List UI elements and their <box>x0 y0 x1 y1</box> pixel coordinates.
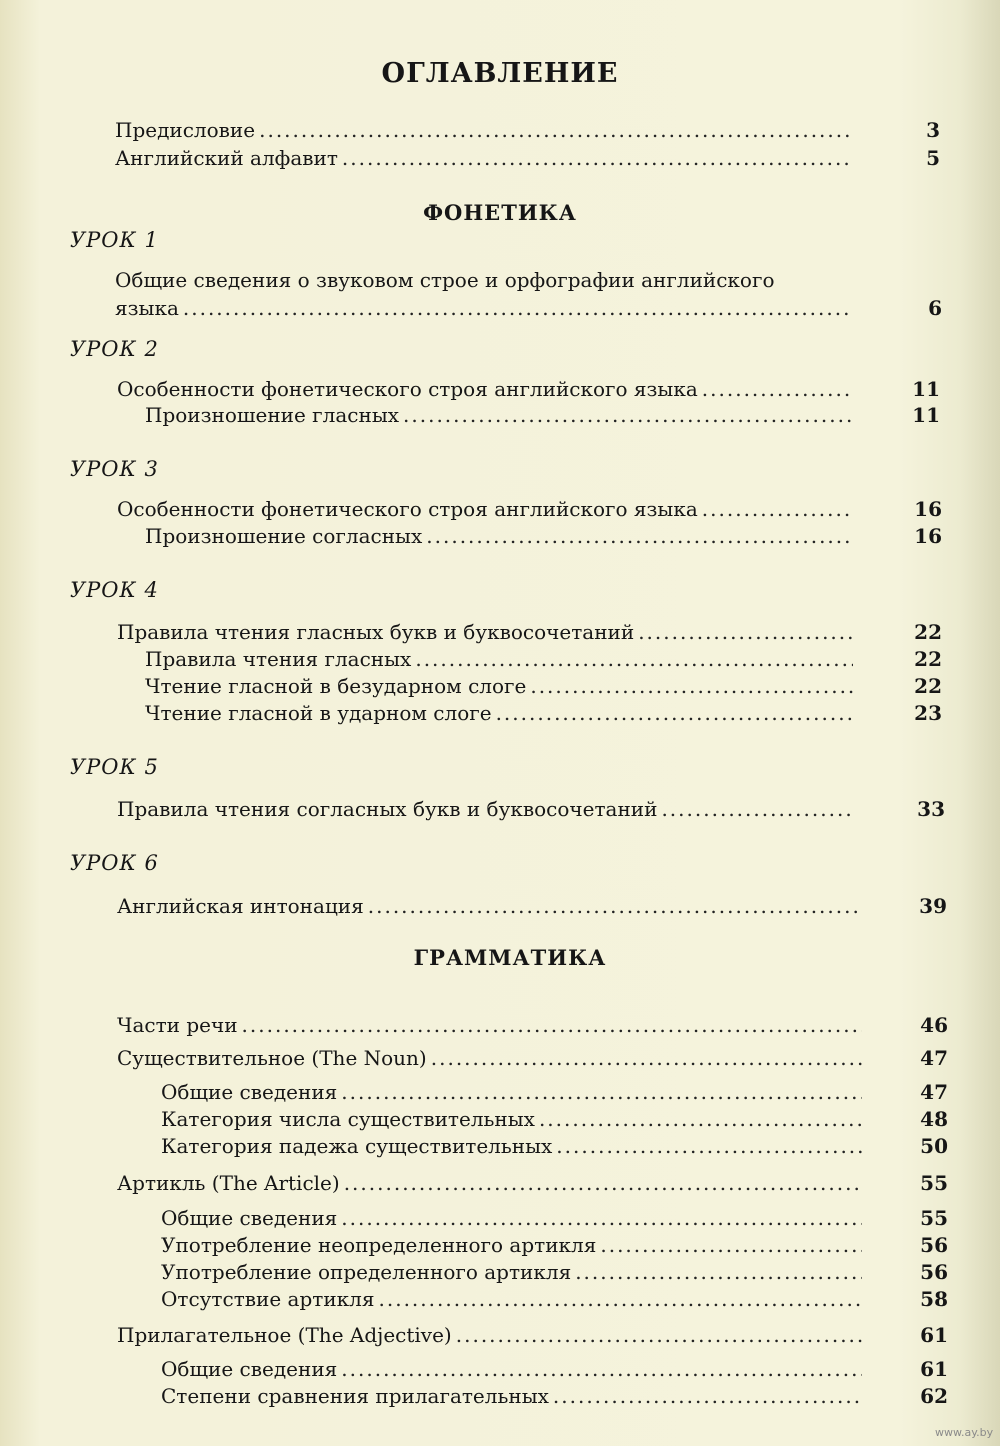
toc-entry-label: Употребление определенного артикля <box>161 1260 572 1284</box>
toc-entry <box>117 1013 862 1037</box>
toc-entry-label: Прилагательное (The Adjective) <box>117 1323 452 1347</box>
leader-dots <box>661 797 855 821</box>
toc-entry-label: Особенности фонетического строя английского языка <box>117 497 698 521</box>
leader-dots <box>368 894 859 918</box>
leader-dots <box>342 146 850 170</box>
toc-entry <box>161 1357 862 1381</box>
page-number: 11 <box>912 403 940 427</box>
leader-dots <box>341 1206 862 1230</box>
lesson-heading: УРОК 1 <box>70 228 159 252</box>
toc-entry-label: Общие сведения <box>161 1080 338 1104</box>
toc-entry-label: Правила чтения гласных букв и буквосочетаний <box>117 620 635 644</box>
page-number: 5 <box>926 146 940 170</box>
page-number: 58 <box>920 1287 948 1311</box>
toc-entry-label: Категория числа существительных <box>161 1107 535 1131</box>
page-number: 16 <box>914 497 942 521</box>
leader-dots <box>341 1080 862 1104</box>
toc-entry <box>145 674 853 698</box>
page-number: 11 <box>912 377 940 401</box>
lesson-heading: УРОК 2 <box>70 337 159 361</box>
leader-dots <box>344 1171 862 1195</box>
watermark: www.ay.by <box>935 1426 994 1439</box>
leader-dots <box>183 296 850 320</box>
toc-entry <box>161 1134 862 1158</box>
leader-dots <box>415 647 853 671</box>
toc-entry-label: Английский алфавит <box>115 146 338 170</box>
leader-dots <box>638 620 852 644</box>
leader-dots <box>530 674 853 698</box>
leader-dots <box>600 1233 862 1257</box>
leader-dots <box>556 1134 862 1158</box>
page-number: 39 <box>919 894 947 918</box>
lesson-heading: УРОК 3 <box>70 457 159 481</box>
leader-dots <box>431 1046 862 1070</box>
toc-entry <box>145 647 853 671</box>
toc-entry-alphabet <box>115 146 850 170</box>
toc-entry <box>117 1323 862 1347</box>
lesson-heading: УРОК 6 <box>70 851 159 875</box>
lesson-heading: УРОК 4 <box>70 578 159 602</box>
leader-dots <box>702 497 852 521</box>
page-number: 23 <box>914 701 942 725</box>
toc-entry-label: Употребление неопределенного артикля <box>161 1233 597 1257</box>
toc-entry <box>115 296 850 320</box>
toc-entry <box>145 524 853 548</box>
leader-dots <box>496 701 853 725</box>
toc-entry-label: Правила чтения согласных букв и буквосочетаний <box>117 797 658 821</box>
page-number: 50 <box>920 1134 948 1158</box>
toc-entry-label: Произношение гласных <box>145 403 400 427</box>
toc-entry <box>117 1171 862 1195</box>
toc-entry-label: Степени сравнения прилагательных <box>161 1384 549 1408</box>
page-number: 62 <box>920 1384 948 1408</box>
toc-entry-label: Английская интонация <box>117 894 364 918</box>
page-number: 56 <box>920 1233 948 1257</box>
toc-entry <box>117 377 852 401</box>
page-number: 22 <box>914 647 942 671</box>
leader-dots <box>553 1384 862 1408</box>
toc-entry-label: Произношение согласных <box>145 524 423 548</box>
toc-entry <box>161 1287 862 1311</box>
toc-entry <box>161 1080 862 1104</box>
toc-entry <box>117 797 855 821</box>
toc-entry-label: Категория падежа существительных <box>161 1134 553 1158</box>
page-number: 33 <box>917 797 945 821</box>
page-number: 47 <box>920 1080 948 1104</box>
toc-entry-label: Правила чтения гласных <box>145 647 412 671</box>
page-number: 55 <box>920 1206 948 1230</box>
toc-entry-label: Артикль (The Article) <box>117 1171 340 1195</box>
page-number: 22 <box>914 620 942 644</box>
leader-dots <box>403 403 853 427</box>
toc-entry-label: Существительное (The Noun) <box>117 1046 427 1070</box>
section-heading-phonetics: ФОНЕТИКА <box>423 200 577 225</box>
page-number: 16 <box>914 524 942 548</box>
lesson-heading: УРОК 5 <box>70 755 159 779</box>
leader-dots <box>539 1107 862 1131</box>
toc-entry-label: Чтение гласной в безударном слоге <box>145 674 527 698</box>
toc-entry <box>161 1107 862 1131</box>
leader-dots <box>702 377 852 401</box>
toc-entry <box>145 403 853 427</box>
toc-entry-label: Общие сведения о звуковом строе и орфографии английского <box>115 268 775 292</box>
toc-entry-preface <box>115 118 850 142</box>
page-number: 3 <box>926 118 940 142</box>
page-number: 48 <box>920 1107 948 1131</box>
toc-entry <box>161 1260 862 1284</box>
toc-entry-label: Предисловие <box>115 118 256 142</box>
page-title: ОГЛАВЛЕНИЕ <box>381 58 619 89</box>
page-number: 55 <box>920 1171 948 1195</box>
leader-dots <box>456 1323 862 1347</box>
toc-entry <box>145 701 853 725</box>
leader-dots <box>379 1287 863 1311</box>
page-number: 56 <box>920 1260 948 1284</box>
toc-entry <box>117 620 852 644</box>
toc-entry <box>161 1384 862 1408</box>
page-number: 61 <box>920 1323 948 1347</box>
toc-entry-label: Особенности фонетического строя английского языка <box>117 377 698 401</box>
leader-dots <box>242 1013 862 1037</box>
toc-entry-label: Отсутствие артикля <box>161 1287 375 1311</box>
leader-dots <box>259 118 850 142</box>
toc-entry-label: Общие сведения <box>161 1357 338 1381</box>
toc-entry <box>161 1233 862 1257</box>
page-number: 22 <box>914 674 942 698</box>
leader-dots <box>426 524 853 548</box>
toc-entry <box>115 268 875 292</box>
section-heading-grammar: ГРАММАТИКА <box>413 945 607 970</box>
toc-entry-label: Общие сведения <box>161 1206 338 1230</box>
leader-dots <box>341 1357 862 1381</box>
page-number: 6 <box>928 296 942 320</box>
toc-entry <box>117 497 852 521</box>
toc-entry-label: языка <box>115 296 179 320</box>
toc-entry-label: Чтение гласной в ударном слоге <box>145 701 492 725</box>
page-number: 46 <box>920 1013 948 1037</box>
toc-entry <box>117 1046 862 1070</box>
leader-dots <box>575 1260 862 1284</box>
toc-entry-label: Части речи <box>117 1013 238 1037</box>
page-number: 47 <box>920 1046 948 1070</box>
toc-entry <box>161 1206 862 1230</box>
toc-entry <box>117 894 859 918</box>
page-number: 61 <box>920 1357 948 1381</box>
